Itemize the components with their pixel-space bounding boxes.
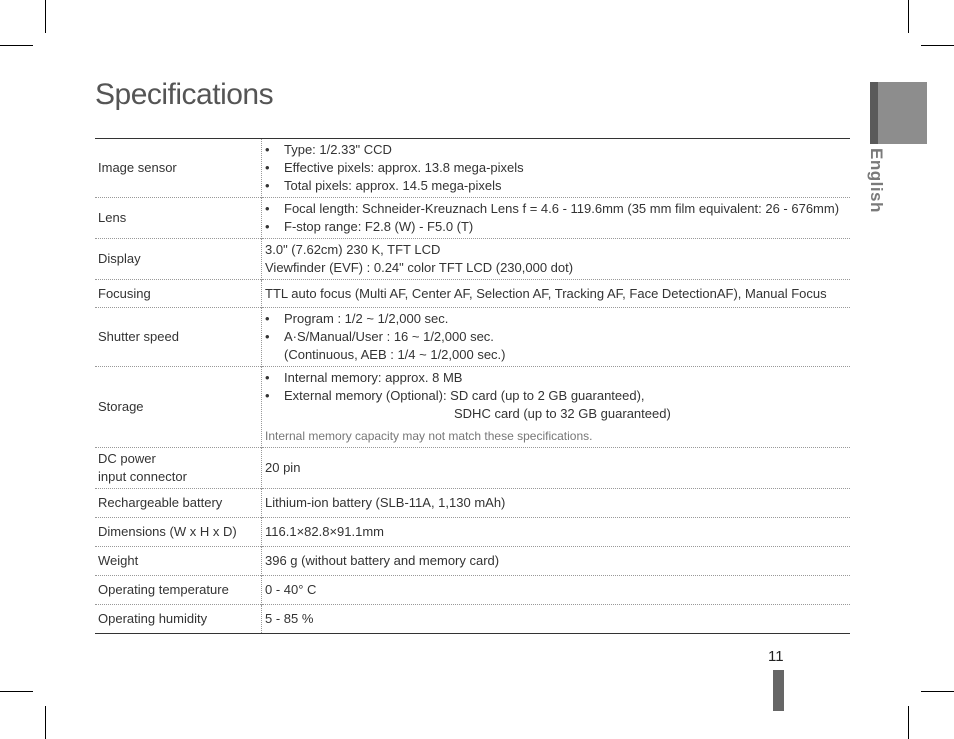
spec-value-line: TTL auto focus (Multi AF, Center AF, Selection AF, Tracking AF, Face DetectionAF), Manual Focus [265, 285, 827, 301]
spec-label-line: Display [98, 251, 141, 266]
crop-mark [908, 0, 909, 33]
spec-label [95, 367, 262, 448]
spec-bullet-text: Internal memory: approx. 8 MB [284, 370, 463, 385]
spec-bullet [265, 310, 847, 328]
spec-row [95, 518, 850, 547]
spec-label [95, 489, 262, 518]
spec-label-line: Dimensions (W x H x D) [98, 524, 237, 539]
spec-row [95, 576, 850, 605]
language-tab-edge [870, 82, 878, 144]
crop-mark [0, 691, 33, 692]
spec-bullet-text: Program : 1/2 ~ 1/2,000 sec. [284, 311, 449, 326]
spec-value-line: 20 pin [265, 460, 301, 475]
spec-label-line: Image sensor [98, 160, 177, 175]
spec-value-line: 116.1×82.8×91.1mm [265, 524, 385, 539]
spec-value [262, 367, 851, 448]
spec-label [95, 547, 262, 576]
spec-bullet-text: Focal length: Schneider-Kreuznach Lens f = 4.6 - 119.6mm (35 mm film equivalent: 26 - 676mm) [284, 201, 840, 216]
spec-bullet [265, 328, 847, 364]
page-marker-bar [773, 670, 784, 711]
spec-label-line: Weight [98, 553, 139, 568]
spec-bullet-list [265, 310, 847, 364]
spec-row [95, 605, 850, 634]
spec-value [262, 518, 851, 547]
spec-value [262, 198, 851, 239]
spec-label [95, 518, 262, 547]
spec-label [95, 139, 262, 198]
spec-bullet-list [265, 200, 847, 236]
spec-value-line: 0 - 40° C [265, 582, 317, 597]
crop-mark [921, 691, 954, 692]
spec-label [95, 605, 262, 634]
crop-mark [908, 706, 909, 739]
spec-row [95, 139, 850, 198]
spec-value [262, 605, 851, 634]
spec-row [95, 489, 850, 518]
spec-label-line: Shutter speed [98, 329, 179, 344]
spec-value-line: 5 - 85 % [265, 611, 314, 626]
spec-label-line: Focusing [98, 285, 151, 301]
crop-mark [921, 45, 954, 46]
spec-label [95, 198, 262, 239]
spec-label [95, 576, 262, 605]
spec-bullet [265, 218, 847, 236]
spec-bullet-text: A·S/Manual/User : 16 ~ 1/2,000 sec. [284, 329, 494, 344]
language-tab [870, 82, 927, 144]
spec-bullet [265, 141, 847, 159]
spec-value [262, 576, 851, 605]
spec-row [95, 308, 850, 367]
spec-value [262, 489, 851, 518]
spec-label [95, 280, 262, 308]
crop-mark [45, 706, 46, 739]
page-title: Specifications [95, 78, 274, 111]
spec-label-line: Rechargeable battery [98, 495, 223, 510]
spec-label [95, 239, 262, 280]
language-tab-label: English [867, 148, 886, 213]
spec-row [95, 367, 850, 448]
spec-label [95, 448, 262, 489]
spec-label-line: Operating temperature [98, 582, 229, 597]
spec-bullet-text: Type: 1/2.33" CCD [284, 142, 392, 157]
spec-bullet-text: Total pixels: approx. 14.5 mega-pixels [284, 178, 502, 193]
crop-mark [45, 0, 46, 33]
spec-value-line: Viewfinder (EVF) : 0.24" color TFT LCD (230,000 dot) [265, 260, 574, 275]
spec-label-line: Storage [98, 399, 144, 414]
crop-mark [0, 45, 33, 46]
page-number: 11 [768, 648, 784, 665]
spec-note: Internal memory capacity may not match these specifications. [265, 429, 593, 443]
spec-bullet-list [265, 369, 847, 423]
spec-label-line: DC power [98, 451, 156, 466]
spec-label-line: Lens [98, 210, 127, 225]
spec-row [95, 547, 850, 576]
specifications-table [95, 138, 850, 634]
spec-bullet-text: Effective pixels: approx. 13.8 mega-pixels [284, 160, 524, 175]
spec-value-line: 396 g (without battery and memory card) [265, 553, 500, 568]
spec-value [262, 280, 851, 308]
spec-value [262, 139, 851, 198]
spec-bullet [265, 387, 847, 423]
spec-bullet-text: External memory (Optional): SD card (up to 2 GB guaranteed), [284, 388, 645, 403]
spec-bullet [265, 200, 847, 218]
spec-value-line: 3.0" (7.62cm) 230 K, TFT LCD [265, 242, 441, 257]
spec-row [95, 280, 850, 308]
spec-value-line: Lithium-ion battery (SLB-11A, 1,130 mAh) [265, 495, 506, 510]
spec-value [262, 239, 851, 280]
spec-row [95, 239, 850, 280]
spec-value [262, 547, 851, 576]
spec-value [262, 308, 851, 367]
spec-bullet-text: F-stop range: F2.8 (W) - F5.0 (T) [284, 219, 474, 234]
spec-continuation: SDHC card (up to 32 GB guaranteed) [454, 406, 671, 421]
spec-continuation: (Continuous, AEB : 1/4 ~ 1/2,000 sec.) [284, 347, 506, 362]
spec-row [95, 198, 850, 239]
spec-row [95, 448, 850, 489]
spec-label-line: input connector [98, 469, 187, 484]
spec-bullet [265, 369, 847, 387]
spec-bullet [265, 159, 847, 177]
spec-label-line: Operating humidity [98, 611, 208, 626]
spec-value [262, 448, 851, 489]
spec-bullet [265, 177, 847, 195]
spec-label [95, 308, 262, 367]
spec-bullet-list [265, 141, 847, 195]
